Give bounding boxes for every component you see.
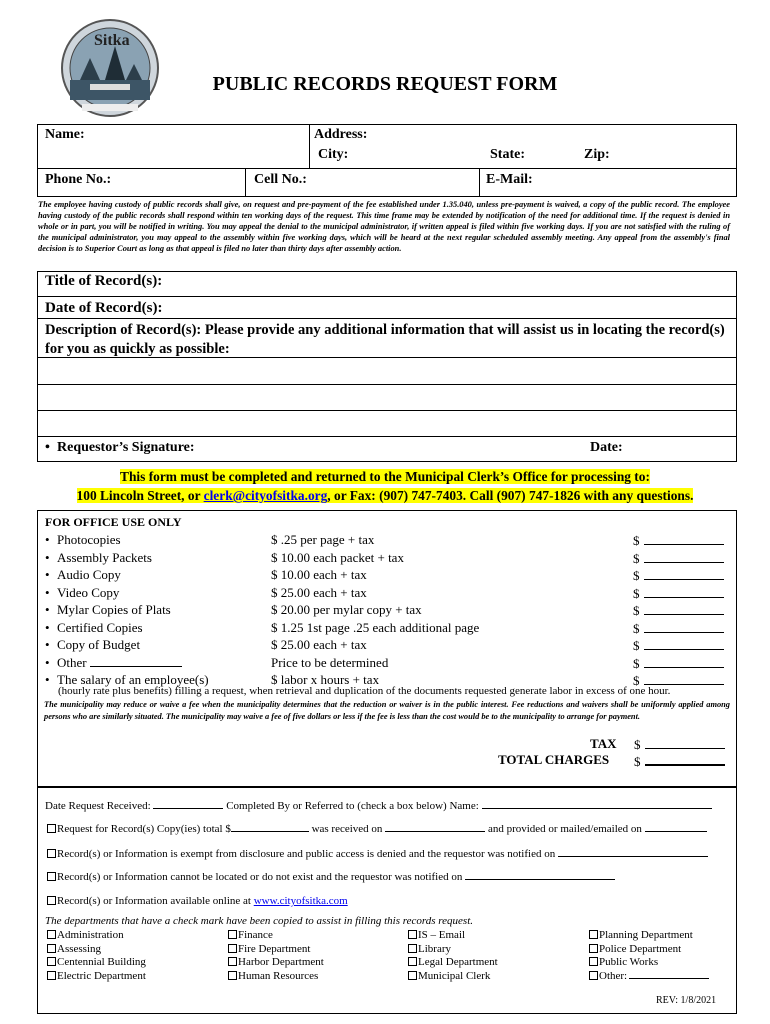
department-item[interactable] <box>408 956 498 968</box>
department-label: Finance <box>238 929 273 941</box>
department-label: IS – Email <box>418 929 466 941</box>
department-label: Planning Department <box>599 929 693 941</box>
department-item[interactable] <box>589 956 658 968</box>
cell-label[interactable]: Cell No.: <box>254 172 307 187</box>
department-label: Public Works <box>599 956 659 969</box>
fee-amount[interactable]: $ <box>633 602 724 619</box>
return-notice-address: 100 Lincoln Street, or <box>76 488 204 503</box>
exempt-notified-field[interactable] <box>558 856 708 857</box>
department-checkbox[interactable] <box>47 944 56 953</box>
fee-amount[interactable]: $ <box>633 672 724 689</box>
email-label[interactable]: E-Mail: <box>486 172 533 187</box>
legal-notice: The employee having custody of public records shall give, on request and pre-payment of the fee established under 1.35.040, unless pre-payment is waived, a copy of the public record. The employee having custody of the public records shall respond within ten working days of the request. This time frame may be extended by notification of the need for additional time. If the request is denied in whole or in part, you will be notified in writing. You may appeal the denial to the municipal administrator, if written appeal is filed within five working days. If you are not satisfied with the ruling of the municipal administrator, you may appeal to the assembly within five working days, which will be heard at the next regular scheduled assembly meeting. Any appeal from the assembly's final decision is to Superior Court as long as that appeal is filed no later than thirty days after assembly action. <box>38 200 730 253</box>
office-use-heading: FOR OFFICE USE ONLY <box>45 515 182 529</box>
option-exempt-checkbox[interactable] <box>47 849 56 858</box>
department-item[interactable] <box>589 943 681 955</box>
department-checkbox[interactable] <box>47 957 56 966</box>
revision-label: REV: 1/8/2021 <box>656 995 717 1006</box>
fee-item: Copy of Budget <box>57 637 141 652</box>
fee-amount[interactable]: $ <box>633 532 724 549</box>
fee-amount[interactable]: $ <box>633 550 724 567</box>
department-item[interactable] <box>589 970 709 982</box>
logo-text: Sitka <box>94 32 130 49</box>
fee-price: $ 10.00 each + tax <box>271 567 367 582</box>
total-amount[interactable]: $ <box>634 752 725 770</box>
department-checkbox[interactable] <box>228 930 237 939</box>
fee-amount[interactable]: $ <box>633 655 724 672</box>
return-notice-line1: This form must be completed and returned to the Municipal Clerk’s Office for processing to: <box>120 469 650 484</box>
bullet-icon: • <box>45 549 50 565</box>
phone-label[interactable]: Phone No.: <box>45 172 112 187</box>
option-not-located-checkbox[interactable] <box>47 872 56 881</box>
fee-item: Certified Copies <box>57 619 143 635</box>
page-title: PUBLIC RECORDS REQUEST FORM <box>212 73 558 95</box>
bullet-icon: • <box>45 440 50 455</box>
fee-item: Mylar Copies of Plats <box>57 602 171 617</box>
department-item[interactable] <box>47 943 101 955</box>
department-label: Harbor Department <box>238 956 324 969</box>
department-checkbox[interactable] <box>589 944 598 953</box>
address-label[interactable]: Address: <box>314 127 368 142</box>
fee-row <box>45 567 730 584</box>
completed-by-field[interactable] <box>482 808 712 809</box>
department-checkbox[interactable] <box>47 971 56 980</box>
city-label[interactable]: City: <box>318 147 349 162</box>
department-item[interactable] <box>47 929 124 941</box>
fee-row <box>45 585 730 602</box>
department-label: Electric Department <box>57 970 146 983</box>
provided-on-field[interactable] <box>645 831 707 832</box>
fee-row <box>45 637 730 654</box>
department-item[interactable] <box>408 970 490 982</box>
department-item[interactable] <box>47 956 146 968</box>
fee-item: Video Copy <box>57 584 120 600</box>
bullet-icon: • <box>45 619 50 635</box>
department-checkbox[interactable] <box>408 971 417 980</box>
department-checkbox[interactable] <box>408 944 417 953</box>
return-notice-contact: , or Fax: (907) 747-7403. Call (907) 747-1826 with any questions. <box>327 488 694 503</box>
bullet-icon: • <box>45 584 50 600</box>
bullet-icon: • <box>45 602 50 617</box>
other-department-field[interactable] <box>629 978 709 979</box>
department-checkbox[interactable] <box>47 930 56 939</box>
fee-amount[interactable]: $ <box>633 585 724 602</box>
zip-label[interactable]: Zip: <box>584 147 610 162</box>
date-received-field[interactable] <box>153 808 223 809</box>
option-provided-checkbox[interactable] <box>47 824 56 833</box>
fee-item: Other <box>57 654 87 670</box>
department-item[interactable] <box>228 929 273 941</box>
processing-received-row <box>45 800 712 812</box>
fee-item: The salary of an employee(s) <box>57 672 209 687</box>
fee-price: $ 25.00 each + tax <box>271 584 367 600</box>
fee-item: Audio Copy <box>57 567 121 582</box>
record-title-label[interactable]: Title of Record(s): <box>45 273 163 289</box>
signature-label: Requestor’s Signature: <box>57 440 195 455</box>
state-label[interactable]: State: <box>490 147 525 162</box>
department-item[interactable] <box>228 956 324 968</box>
fee-price: $ 20.00 per mylar copy + tax <box>271 602 422 617</box>
city-website-link[interactable]: www.cityofsitka.com <box>253 895 348 907</box>
total-label: TOTAL CHARGES <box>498 752 610 767</box>
fee-price: $ .25 per page + tax <box>271 532 375 547</box>
fee-row <box>45 620 730 637</box>
waiver-note: The municipality may reduce or waive a fee when the municipality determines that the reduction or waiver is in the public interest. Fee reductions and waivers shall be uniformly applied among persons who are similarly situated. The municipality may waive a fee of five dollars or less if the fee is less than the cost would be to the municipality to arrange for payment. <box>44 700 730 721</box>
fee-price: $ 1.25 1st page .25 each additional page <box>271 619 480 635</box>
option-exempt-row: Record(s) or Information is exempt from disclosure and public access is denied and the requestor was notified on <box>47 848 708 860</box>
fee-row <box>45 655 730 672</box>
department-checkbox[interactable] <box>589 930 598 939</box>
salary-note: (hourly rate plus benefits) filling a request, when retrieval and duplication of the documents requested generate labor in excess of one hour. <box>58 685 671 697</box>
department-checkbox[interactable] <box>228 971 237 980</box>
return-notice <box>0 467 770 505</box>
description-line-1[interactable] <box>38 358 736 383</box>
fee-row <box>45 550 730 567</box>
tax-label: TAX <box>590 736 617 751</box>
received-on-field[interactable] <box>385 831 485 832</box>
department-checkbox[interactable] <box>408 957 417 966</box>
fee-amount[interactable]: $ <box>633 567 724 584</box>
department-checkbox[interactable] <box>589 971 598 980</box>
clerk-email-link[interactable]: clerk@cityofsitka.org <box>203 488 328 503</box>
option-not-located-row: Record(s) or Information cannot be located or do not exist and the requestor was notified on <box>47 871 615 883</box>
fee-price: $ 25.00 each + tax <box>271 637 367 652</box>
fee-price: $ labor x hours + tax <box>271 672 380 687</box>
tax-amount[interactable]: $ <box>634 736 725 753</box>
fee-amount[interactable]: $ <box>633 637 724 654</box>
department-label: Other: <box>599 970 628 983</box>
fee-price: $ 10.00 each packet + tax <box>271 549 404 565</box>
completed-by-label: Completed By or Referred to (check a box below) Name: <box>226 800 479 812</box>
signature-row[interactable] <box>45 440 195 456</box>
department-item[interactable] <box>408 929 465 941</box>
option-online-checkbox[interactable] <box>47 896 56 905</box>
department-label: Legal Department <box>418 956 498 969</box>
department-checkbox[interactable] <box>228 944 237 953</box>
not-located-notified-field[interactable] <box>465 879 615 880</box>
departments-note: The departments that have a check mark have been copied to assist in filling this records request. <box>45 915 474 927</box>
description-line-2[interactable] <box>38 385 736 409</box>
department-checkbox[interactable] <box>589 957 598 966</box>
bullet-icon: • <box>45 672 50 687</box>
department-item[interactable] <box>47 970 146 982</box>
fee-price: Price to be determined <box>271 654 389 670</box>
record-date-label[interactable]: Date of Record(s): <box>45 300 163 316</box>
date-received-label: Date Request Received: <box>45 800 151 812</box>
fee-amount[interactable]: $ <box>633 620 724 637</box>
record-description-label[interactable]: Description of Record(s): Please provide any additional information that will assist us in locating the record(s) for you as quickly as possible: <box>45 322 725 357</box>
department-item[interactable] <box>228 970 318 982</box>
department-label: Administration <box>57 929 124 941</box>
department-label: Police Department <box>599 942 682 955</box>
bullet-icon: • <box>45 532 50 547</box>
department-item[interactable] <box>408 943 451 955</box>
bullet-icon: • <box>45 637 50 652</box>
option-online-row: Record(s) or Information available online at www.cityofsitka.com <box>47 895 348 907</box>
department-checkbox[interactable] <box>228 957 237 966</box>
department-checkbox[interactable] <box>408 930 417 939</box>
department-label: Human Resources <box>238 970 319 983</box>
fee-item: Photocopies <box>57 532 121 547</box>
department-item[interactable] <box>228 943 310 955</box>
name-label[interactable]: Name: <box>45 127 85 142</box>
bullet-icon: • <box>45 567 50 582</box>
fee-row <box>45 532 730 549</box>
city-seal-logo <box>60 18 160 118</box>
contact-info-box <box>37 124 737 197</box>
fee-item: Assembly Packets <box>57 549 152 565</box>
department-label: Fire Department <box>238 942 311 955</box>
option-provided-row: Request for Record(s) Copy(ies) total $ was received on and provided or mailed/emailed on <box>47 823 707 835</box>
department-label: Centennial Building <box>57 956 146 969</box>
department-label: Assessing <box>57 942 102 955</box>
copies-total-field[interactable] <box>231 831 309 832</box>
signature-date-label[interactable]: Date: <box>590 440 623 455</box>
other-item-field[interactable] <box>90 666 182 667</box>
department-label: Library <box>418 942 451 955</box>
department-item[interactable] <box>589 929 693 941</box>
department-label: Municipal Clerk <box>418 970 491 983</box>
bullet-icon: • <box>45 654 50 670</box>
description-line-3[interactable] <box>38 411 736 435</box>
fee-row <box>45 602 730 619</box>
